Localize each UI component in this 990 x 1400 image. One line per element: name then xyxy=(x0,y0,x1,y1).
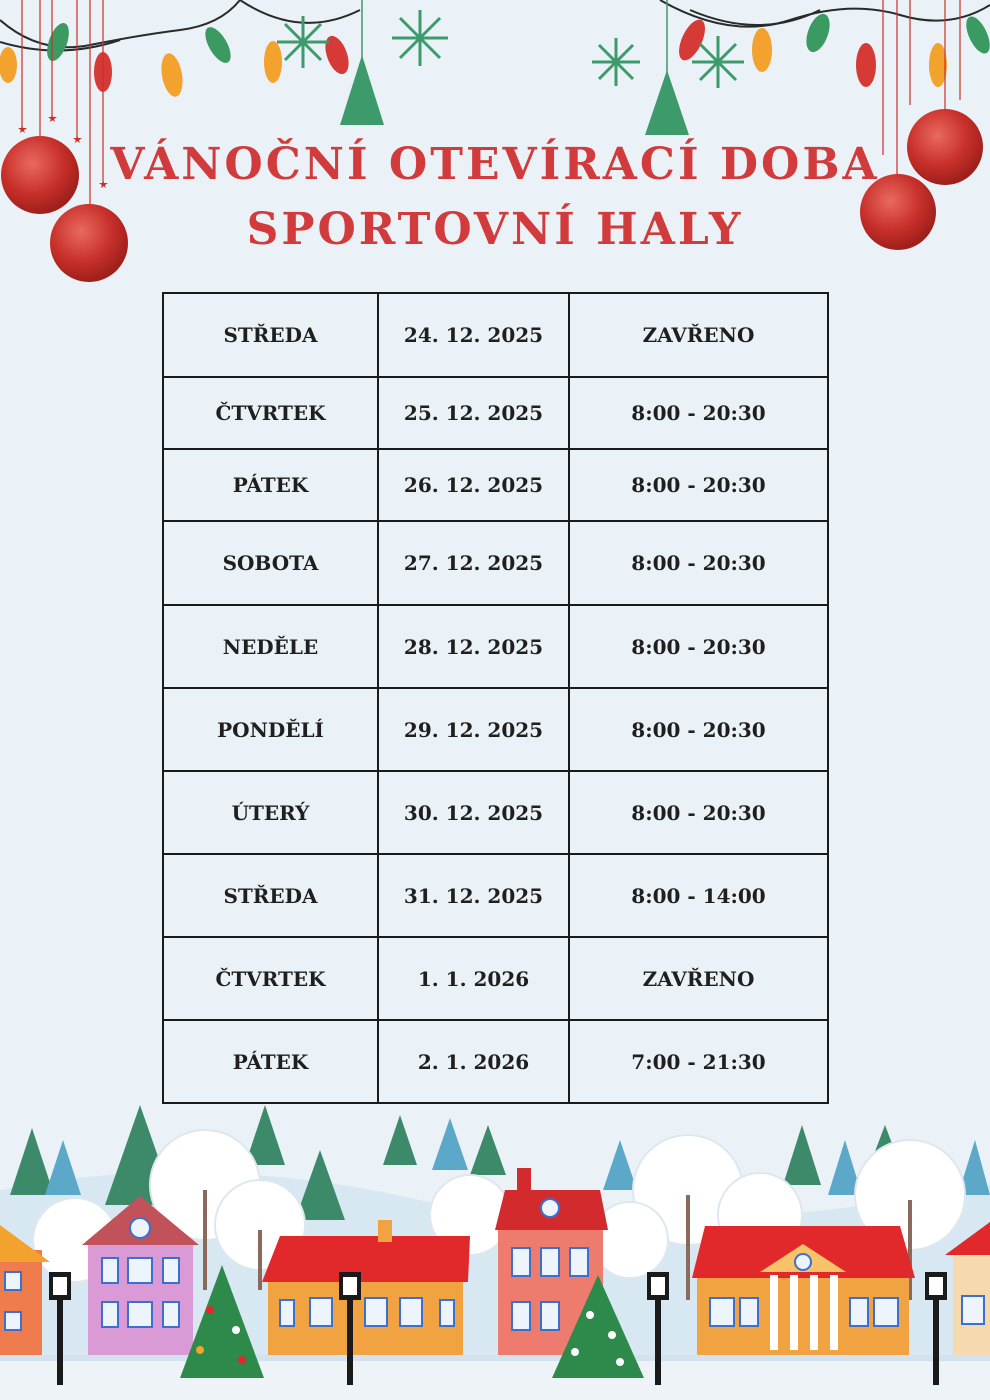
day-cell: ÚTERÝ xyxy=(163,771,378,854)
day-cell: PÁTEK xyxy=(163,449,378,521)
hours-cell: 8:00 - 20:30 xyxy=(569,377,828,449)
table-row xyxy=(163,854,828,937)
hours-cell: 8:00 - 20:30 xyxy=(569,605,828,688)
winter-village-scene xyxy=(0,1105,990,1400)
table-row xyxy=(163,771,828,854)
hours-cell: 7:00 - 21:30 xyxy=(569,1020,828,1103)
date-cell: 26. 12. 2025 xyxy=(378,449,569,521)
day-cell: STŘEDA xyxy=(163,854,378,937)
hours-cell: 8:00 - 20:30 xyxy=(569,449,828,521)
opening-hours-table xyxy=(162,292,829,1104)
date-cell: 24. 12. 2025 xyxy=(378,293,569,377)
page-subtitle: SPORTOVNÍ HALY xyxy=(246,204,744,255)
date-cell: 30. 12. 2025 xyxy=(378,771,569,854)
hours-cell: 8:00 - 20:30 xyxy=(569,521,828,605)
date-cell: 28. 12. 2025 xyxy=(378,605,569,688)
date-cell: 29. 12. 2025 xyxy=(378,688,569,771)
hours-cell: 8:00 - 20:30 xyxy=(569,771,828,854)
hours-cell: ZAVŘENO xyxy=(569,937,828,1020)
table-row xyxy=(163,1020,828,1103)
day-cell: PONDĚLÍ xyxy=(163,688,378,771)
day-cell: NEDĚLE xyxy=(163,605,378,688)
day-cell: ČTVRTEK xyxy=(163,377,378,449)
day-cell: PÁTEK xyxy=(163,1020,378,1103)
table-row xyxy=(163,688,828,771)
date-cell: 31. 12. 2025 xyxy=(378,854,569,937)
house-icon xyxy=(0,1250,42,1360)
hours-cell: 8:00 - 14:00 xyxy=(569,854,828,937)
date-cell: 1. 1. 2026 xyxy=(378,937,569,1020)
table-row xyxy=(163,377,828,449)
page-title: VÁNOČNÍ OTEVÍRACÍ DOBA xyxy=(110,139,880,190)
string-lights-right-icon xyxy=(660,0,990,87)
string-lights-left-icon xyxy=(0,0,360,98)
table-row xyxy=(163,937,828,1020)
hours-cell: 8:00 - 20:30 xyxy=(569,688,828,771)
date-cell: 25. 12. 2025 xyxy=(378,377,569,449)
date-cell: 27. 12. 2025 xyxy=(378,521,569,605)
christmas-tree-icon xyxy=(645,70,689,135)
day-cell: SOBOTA xyxy=(163,521,378,605)
table-row xyxy=(163,521,828,605)
hours-cell: ZAVŘENO xyxy=(569,293,828,377)
day-cell: ČTVRTEK xyxy=(163,937,378,1020)
day-cell: STŘEDA xyxy=(163,293,378,377)
table-row xyxy=(163,449,828,521)
table-row xyxy=(163,293,828,377)
date-cell: 2. 1. 2026 xyxy=(378,1020,569,1103)
table-row xyxy=(163,605,828,688)
